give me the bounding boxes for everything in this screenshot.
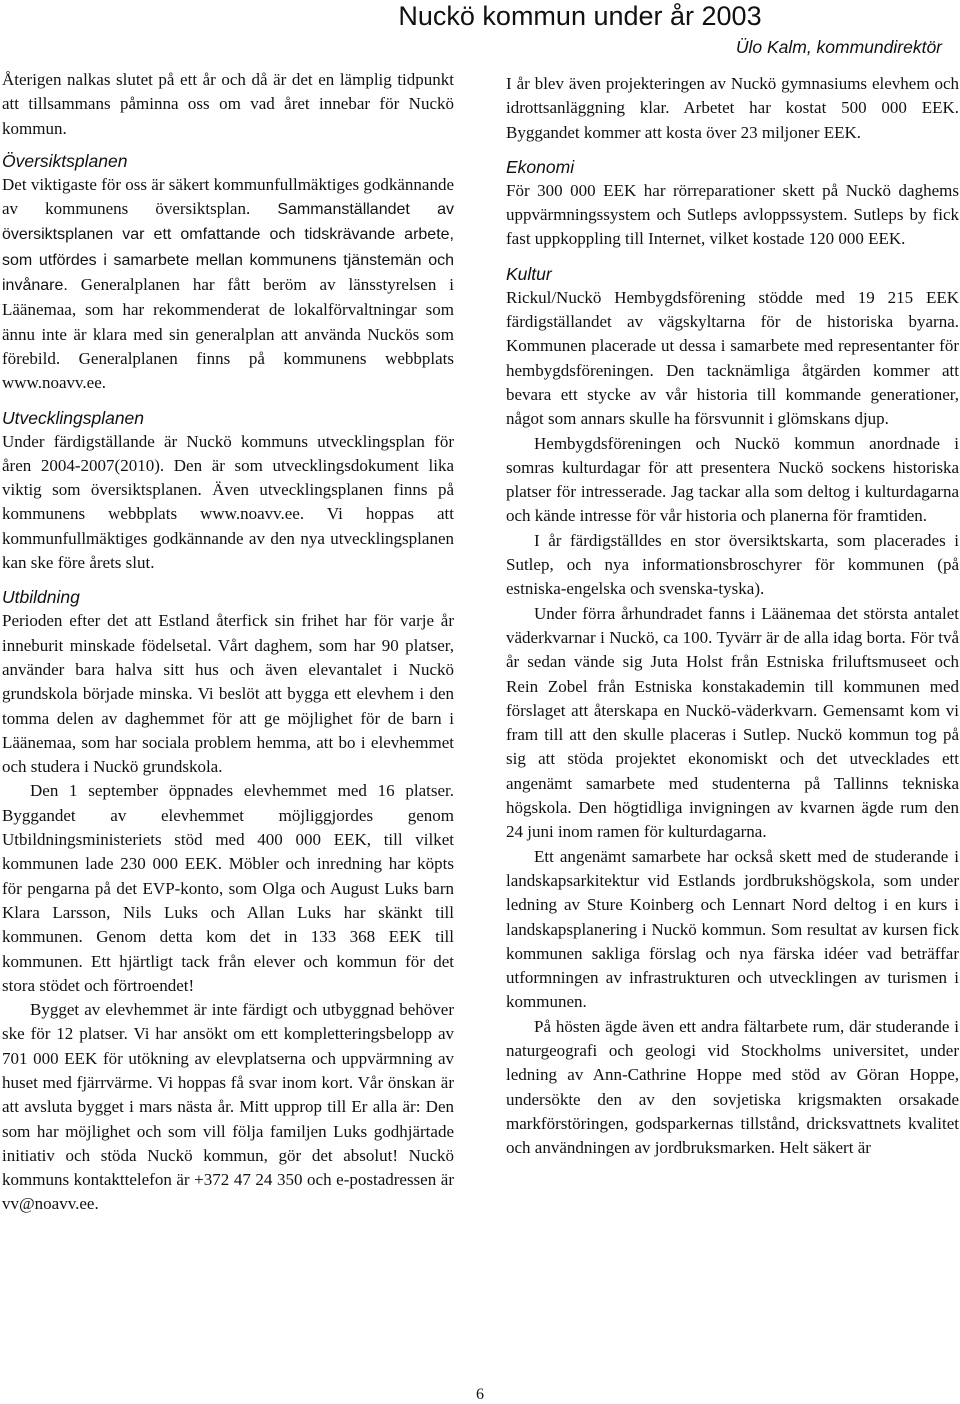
utvecklingsplanen-paragraph: Under färdigställande är Nuckö kommuns utvecklingsplan för åren 2004-2007(2010). Den är som utvecklingsdokument lika viktig som översiktsplanen. Även utvecklingsplanen finns på kommunens webbplats www.noavv.ee. Vi hoppas att kommunfullmäktiges godkännande av den nya utvecklingsplanen kan ske före årets slut. (2, 431, 454, 573)
ekonomi-paragraph: För 300 000 EEK har rörreparationer skett på Nuckö daghems uppvärmningssystem och Sutleps avloppssystem. Sutleps by fick fast uppkoppling till Internet, vilket kostade 120 000 EEK. (506, 180, 959, 249)
kultur-paragraph-1: Rickul/Nuckö Hembygdsförening stödde med 19 215 EEK färdigställandet av vägskyltarna för de historiska byarna. Kommunen placerade ut dessa i samarbete med representanter för hembygdsföreningen. Den tacknämliga åtgärden kommer att bevara ett stycke av vår historia till kommande generationer, något som annars skulle ha försvunnit i glömskans djup. (506, 287, 959, 429)
kultur-paragraph-4: Under förra århundradet fanns i Läänemaa det största antalet väderkvarnar i Nuckö, ca 100. Tyvärr är de alla idag borta. För två år sedan vände sig Juta Holst från Estniska friluftsmuseet och Rein Zobel från Estniska konstakademin till kommunen med förslaget att återskapa en Nuckö-väderkvarn. Gemensamt kom vi fram till att den skulle placeras i Sutlep. Nuckö kommun tog på sig att stöda projektet ekonomiskt och det utvecklades ett angenämt samarbete med studenterna på Tallinns tekniska högskola. Den högtidliga invigningen av kvarnen ägde rum den 24 juni inom ramen för kulturdagarna. (506, 603, 959, 842)
oversikt-sentence-3: Generalplanen har fått beröm av länsstyrelsen i Läänemaa, som har rekommenderat de lokalförvaltningar som ännu inte är klara med sin generalplan att använda Nuckös som förebild. (2, 275, 455, 368)
utbildning-paragraph-1: Perioden efter det att Estland återfick sin frihet har för varje år inneburit minskade födelsetal. Vårt daghem, som har 90 platser, använder bara halva sitt hus och även elevantalet i Nuckö grundskola började minska. Vi beslöt att bygga ett elevhem i den tomma delen av daghemmet för att ge möjlighet för de barn i Läänemaa, som har sociala problem hemma, att bo i elevhemmet och studera i Nuckö grundskola. (2, 611, 454, 777)
section-heading-kultur: Kultur (506, 263, 552, 284)
intro-paragraph: Återigen nalkas slutet på ett år och då är det en lämplig tidpunkt att tillsammans påminna oss om vad året innebar för Nuckö kommun. (2, 70, 454, 138)
section-heading-oversiktsplanen: Översiktsplanen (2, 150, 128, 171)
page-number: 6 (476, 1386, 484, 1403)
oversikt-sentence-1: Det viktigaste för oss är säkert kommunfullmäktiges godkännande av kommunens översiktsplan. (2, 174, 454, 219)
kultur-paragraph-3: I år färdigställdes en stor översiktskarta, som placerades i Sutlep, och nya informationsbroschyrer för kommunen (på estniska-engelska och svenska-tyska). (506, 530, 959, 599)
oversikt-sentence-4: Generalplanen finns på kommunens webbplats www.noavv.ee. (2, 348, 454, 393)
right-intro-paragraph: I år blev även projekteringen av Nuckö gymnasiums elevhem och idrottsanläggning klar. Arbetet har kostat 500 000 EEK. Byggandet kommer att kosta över 23 miljoner EEK. (506, 74, 959, 142)
section-heading-ekonomi: Ekonomi (506, 156, 575, 177)
left-column (2, 68, 454, 1217)
right-column (506, 72, 959, 1160)
utbildning-paragraph-2: Den 1 september öppnades elevhemmet med 16 platser. Byggandet av elevhemmet möjliggjordes genom Utbildningsministeriets stöd med 400 000 EEK, till vilket kommunen lade 230 000 EEK. Möbler och inredning har köpts för pengarna på det EVP-konto, som Olga och August Luks barn Klara Larsson, Nils Luks och Allan Luks har skänkt till kommunen. Genom detta kom det in 133 368 EEK till kommunen. Ett hjärtligt tack från elever och kommun för det stora stödet och förtroendet! (2, 781, 454, 995)
section-heading-utbildning: Utbildning (2, 587, 80, 608)
kultur-paragraph-5: Ett angenämt samarbete har också skett med de studerande i landskapsarkitektur vid Estlands jordbrukshögskola, som under ledning av Sture Koinberg och Lennart Nord deltog i en kurs i landskapsplanering i Nuckö kommun. Som resultat av kursen fick kommunen sakliga förslag och nya färska idéer vad beträffar utformningen av infrastrukturen och utvecklingen av turismen i kommunen. (506, 846, 959, 1012)
article-author: Ülo Kalm, kommundirektör (735, 37, 942, 57)
oversiktsplanen-paragraph (2, 173, 454, 396)
utbildning-paragraph-3: Bygget av elevhemmet är inte färdigt och utbyggnad behöver ske för 12 platser. Vi har ansökt om ett kompletteringsbelopp av 701 000 EEK för utökning av elevplatserna och uppvärmning av huset med fjärrvärme. Vi hoppas få svar inom kort. Vår önskan är att avsluta bygget i mars nästa år. Mitt upprop till Er alla är: Den som har möjlighet och som vill följa familjen Luks godhjärtade initiativ och stöda Nuckö kommun, gör det absolut! Nuckö kommuns kontakttelefon är +372 47 24 350 och e-postadressen är vv@noavv.ee. (2, 1000, 454, 1214)
article-title: Nuckö kommun under år 2003 (398, 1, 762, 31)
section-heading-utvecklingsplanen: Utvecklingsplanen (2, 407, 145, 428)
kultur-paragraph-2: Hembygdsföreningen och Nuckö kommun anordnade i somras kulturdagar för att presentera Nuckö sockens historiska platser för intresserade. Jag tackar alla som deltog i kulturdagarna och kände intresse för vår historia och planerna för framtiden. (506, 433, 959, 526)
oversikt-sentence-2: Sammanställandet av översiktsplanen var ett omfattande och tidskrävande arbete, som utfördes i samarbete mellan kommunens tjänstemän och invånare. (2, 201, 455, 295)
kultur-paragraph-6: På hösten ägde även ett andra fältarbete rum, där studerande i naturgeografi och geologi vid Stockholms universitet, under ledning av Ann-Cathrine Hoppe med stöd av Göran Hoppe, undersökte den av den sovjetiska krigsmakten orsakade markförstöringen, godsparkernas tillstånd, dricksvattnets kvalitet och användningen av jordbruksmarken. Helt säkert är (506, 1016, 959, 1158)
